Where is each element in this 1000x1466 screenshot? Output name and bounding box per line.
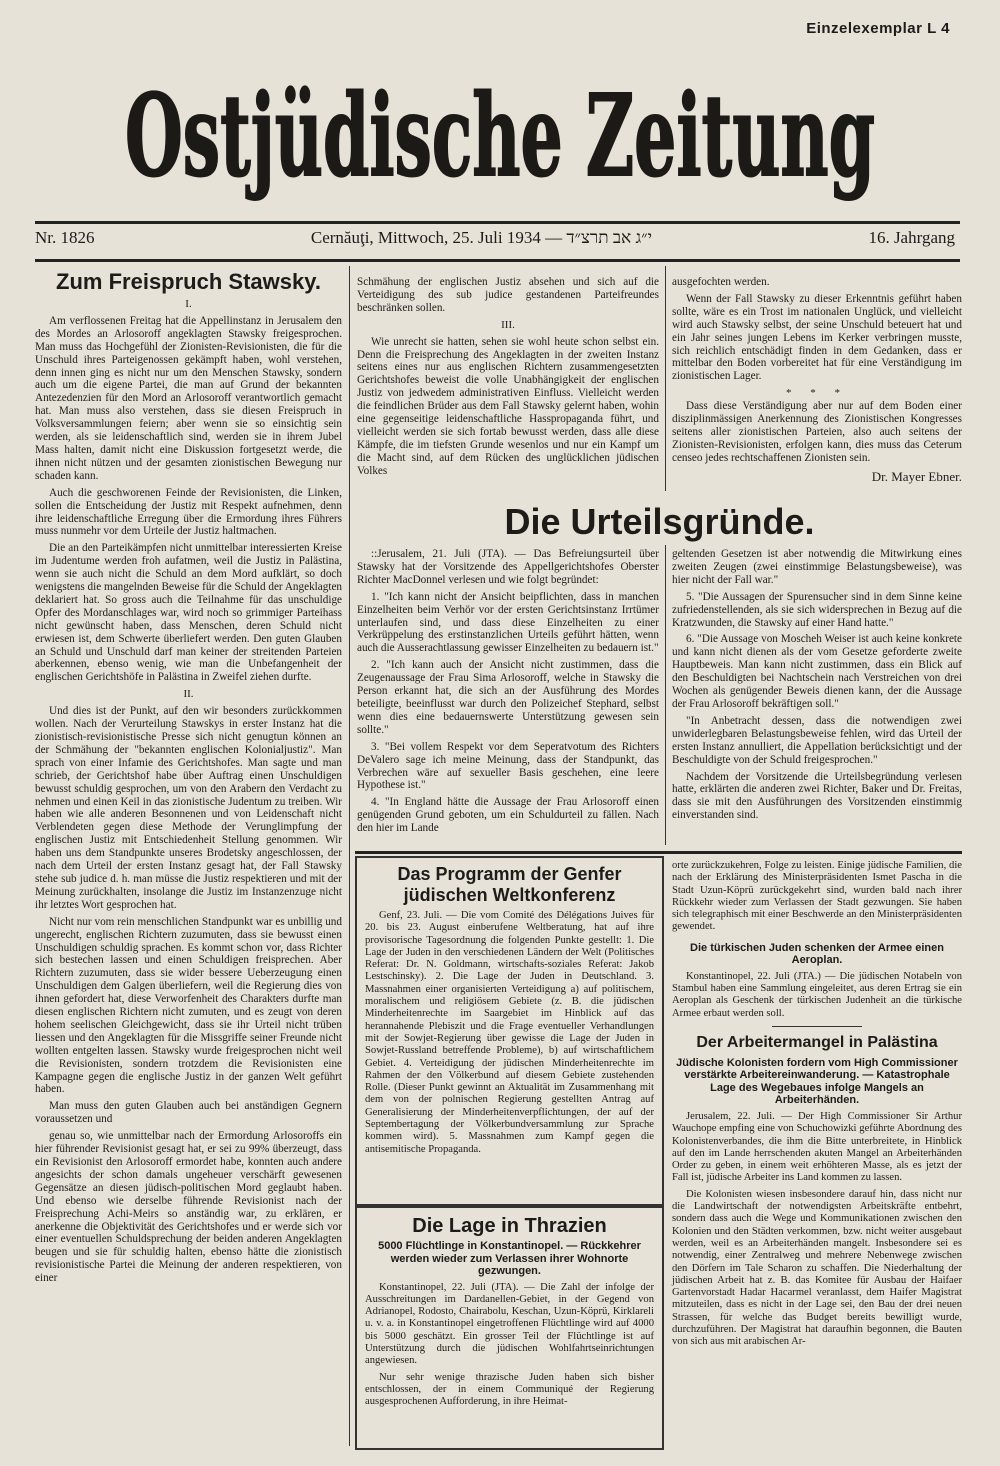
article-arbeit-subtitle: Jüdische Kolonisten fordern vom High Commissioner verstärkte Arbeitereinwanderung. — Katastrophale Lage des Wegebaues infolge Mangels an Arbeiterhänden. <box>676 1056 958 1107</box>
section-number: I. <box>185 298 192 310</box>
paragraph: Nicht nur vom rein menschlichen Standpunkt war es unbillig und ungerecht, englischen Richtern zuzumuten, dass sie bewusst einen Unschuldigen schuldig sprachen. Es kommt schon vor, dass Richter sich bestechen lassen und einen Schuldigen freisprechen. Aber Richtern zuzumuten, dass sie wider bessere Ueberzeugung einen Unschuldigen dem Galgen überliefern, weil die Regierung dies von ihnen gefordert hat, diese Verworfenheit des Charakters durfte man diesen englischen Richtern nicht zumuten, und es zeugt von deren hohem seelischen Gleichgewicht, dass sie ihr Urteil nicht trüben liessen und den Angeklagten für die Missgriffe seiner Freunde nicht wollten entgelten lassen. Stawsky wurde freigesprochen nicht weil die Revisionisten, sondern trotzdem die Revisionisten eine Kampagne gegen die englische Justiz in der ganzen Welt geführt haben. <box>35 915 342 1096</box>
paragraph: Konstantinopel, 22. Juli (JTA.) — Die jüdischen Notabeln von Stambul haben eine Sammlung eingeleitet, aus deren Ertrag sie ein Aeroplan als Geschenk der türkischen Judenheit an die türkische Armee erbaut werden soll. <box>672 970 962 1019</box>
article-thrazien-box <box>355 1206 664 1450</box>
paragraph: ::Jerusalem, 21. Juli (JTA). — Das Befreiungsurteil über Stawsky hat der Vorsitzende des Appellgerichtshofes Oberster Richter MacDonnel verlesen und wie folgt begründet: <box>357 548 659 586</box>
paragraph: 1. "Ich kann nicht der Ansicht beipflichten, dass in manchen Einzelheiten beim Verhör vor der ersten Gerichtsinstanz Irrtümer unterlaufen sind, und dass diese Einzelheiten zu einer Verkrüppelung des erstinstanzlichen Urteils geführt hätten, wenn auch die Ausserachtlassung gewisser Einzelheiten zu bedauern ist." <box>357 590 659 655</box>
issue-date: Cernăuţi, Mittwoch, 25. Juli 1934 — י״ג אב תרצ״ד <box>310 228 653 247</box>
paragraph: Nur sehr wenige thrazische Juden haben sich bisher entschlossen, der in einem Communiqué der Regierung ausgesprochenen Aufforderung, in ihre Heimat- <box>365 1371 654 1408</box>
section-number: III. <box>501 318 515 331</box>
paragraph: 2. "Ich kann auch der Ansicht nicht zustimmen, dass die Zeugenaussage der Frau Sima Arlosoroff, welche in Stawsky die Person erkannt hat, die sich an der Ausführung des Mordes beteiligte, beeinflusst war durch den Polizeichef Stephard, selbst wenn dies eine bedauernswerte Unterstützung gewesen sein sollte." <box>357 659 659 736</box>
paragraph: Nachdem der Vorsitzende die Urteilsbegründung verlesen hatte, erklärten die anderen zwei Richter, Baker und Dr. Freitas, dass sie mit den Ausführungen des Vorsitzenden einstimmig einverstanden sind. <box>672 770 962 822</box>
paragraph: ausgefochten werden. <box>672 276 770 288</box>
section-rule <box>355 851 962 854</box>
issue-year: 16. Jahrgang <box>868 228 955 247</box>
paragraph: 3. "Bei vollem Respekt vor dem Seperatvotum des Richters DeValero sage ich meine Meinung, dass der Standpunkt, das Verbrechen wäre auf sexueller Basis geschehen, eine leere Hypothese ist." <box>357 740 659 792</box>
dateline <box>35 228 955 248</box>
paragraph: 6. "Die Aussage von Moscheh Weiser ist auch keine konkrete und kann nicht dienen als der vom Gesetze geforderte zweite Hauptbeweis. Man kann nicht zustimmen, dass ein Blick auf den Beschuldigten bei Nachtschein nach Verstreichen von drei Wochen als genügender Beweis dienen kann, der die Aussage der Frau Arlosoroff bekräftigen soll." <box>672 633 962 710</box>
paragraph: Die an den Parteikämpfen nicht unmittelbar interessierten Kreise im Judentume werden froh aufatmen, weil die Justiz in Palästina, wenn sie auch nicht die Schuld an dem Mord aufklärt, so doch wenigstens die mangelnden Beweise für die Schuld der Angeklagten deklariert hat. So gross auch die Teilnahme für das unschuldige Opfer des Mordanschlages war, wird noch so grimmiger Parteihass nicht gewünscht haben, dass Menschen, deren Schuld nicht erwiesen ist, dem Schwerte überliefert werden. Den guten Glauben an Schuld und Unschuld darf man keiner der streitenden Parteien aberkennen, ebenso wenig, wie man die Unbefangenheit der englischen Gerichtshöfe in Palästina in Zweifel ziehen durfte. <box>35 542 342 684</box>
paragraph: Am verflossenen Freitag hat die Appellinstanz in Jerusalem den des Mordes an Arlosoroff angeklagten Stawsky freigesprochen. Man muss das Hochgefühl der Zionisten-Revisionisten, die für die Unschuld ihres Parteigenossen gekämpft haben, wohl verstehen, denn innen ging es nicht nur um den Menschen Stawsky, sondern auch um die eigene Partei, die man auf Grund der bekannten Antezedenzien für den Mord an Arlosoroff verantwortlich gemacht hat. Man muss also verstehen, dass sie diesen Freispruch in Volksversammlungen feiern; aber wenn sie so einsichtig sein werden, als sie leidenschaftlich sind, werden sie in ihrem Jubel Mass halten, damit nicht eine Diskussion fortgesetzt werde, die ihnen nicht nützen und der gesamten zionistischen Bewegung nur schaden kann. <box>35 314 342 482</box>
article-genf-title: Das Programm der Genfer jüdischen Weltkonferenz <box>397 864 622 905</box>
article-genf-box <box>355 856 664 1206</box>
column-rule-1 <box>349 266 350 1446</box>
masthead-title: Ostjüdische Zeitung <box>125 71 875 202</box>
paragraph: Jerusalem, 22. Juli. — Der High Commissioner Sir Arthur Wauchope empfing eine von Schuchowizki geführte Abordnung des Kolonistenverbandes, die ihm die Bitte unterbreitete, in Hinblick auf den im Lande herrschenden akuten Mangel an Arbeiterhänden Order zu geben, in einem weit erhöhteren Masse, als es jetzt der Fall ist, jüdische Arbeiter ins Land kommen zu lassen. <box>672 1110 962 1184</box>
paragraph: Wenn der Fall Stawsky zu dieser Erkenntnis geführt haben sollte, wäre es ein Trost im nationalen Unglück, und vielleicht wird auch Stawsky selbst, der seine Unschuld beteuert hat und ein Jahr seines jungen Lebens im Kerker verbringen musste, sich reichlich entschädigt finden in dem Gedanken, dass er mittelbar den Boden vorbereitet hat für eine Verständigung im zionistischen Lager. <box>672 292 962 383</box>
short-rule <box>772 1026 862 1027</box>
column-rule-2 <box>665 266 666 491</box>
paragraph: 5. "Die Aussagen der Spurensucher sind in dem Sinne keine zufriedenstellenden, als sie sich widersprechen in Bezug auf die Kratzwunden, die Stawsky auf einer Hand hatte." <box>672 590 962 629</box>
article-aeroplan-title: Die türkischen Juden schenken der Armee einen Aeroplan. <box>690 941 944 967</box>
article-stawsky-col1 <box>35 268 342 1289</box>
article-arbeit-title: Der Arbeitermangel in Palästina <box>696 1033 938 1051</box>
article-genf-body <box>365 910 654 1156</box>
paragraph: Genf, 23. Juli. — Die vom Comité des Délégations Juives für 20. bis 23. August einberufene Weltberatung, hat auf ihre provisorische Tagesordnung die folgenden Punkte gestellt: 1. Die Lage der Juden in den verschiedenen Ländern der Welt (Politisches Referat: Dr. N. Goldmann, wirtschafts-soziales Referat: Jakob Lestschinsky). 2. Die Lage der Juden in Deutschland. 3. Massnahmen einer organisierten Verteidigung a) auf politischem, moralischem und religiösem Gebiete (z. B. die jüdischen Minderheitenrechte im Saargebiet im Hinblick auf das herannahende Plebiszit und die Frage eventueller Verhandlungen mit der Sowjet-Regierung über gewisse die Lage der Juden in Sowjet-Russland betreffende Probleme), b) auf wirtschaftlichem Gebiet. 4. Verteidigung der jüdischen Minderheitenrechte im Rahmen der den Völkerbund auf diesem Gebiete zustehenden Rolle. (Dieser Punkt gewinnt an Aktualität im Zusammenhang mit dem von der polnischen Regierung gestellten Antrag auf Generalisierung der Minderheitenverpflichtungen, der auf der Septembertagung der Völkerbundversammlung zur Sprache kommen wird). 5. Massnahmen zum Kampf gegen die antisemitische Propaganda. <box>365 910 654 1155</box>
article-thrazien-title: Die Lage in Thrazien <box>412 1215 607 1237</box>
article-stawsky-col3 <box>672 276 962 484</box>
right-column-bottom <box>672 860 962 1353</box>
section-number: II. <box>183 688 194 701</box>
masthead <box>120 45 880 215</box>
article-stawsky-col2 <box>357 276 659 482</box>
price-label: Einzelexemplar L 4 <box>806 20 950 37</box>
header-rule-top <box>35 221 960 224</box>
paragraph: 4. "In England hätte die Aussage der Frau Arlosoroff einen genügenden Grund geboten, um ein Schuldurteil zu fällen. Nach den hier im Lande <box>357 796 659 835</box>
article-urteil-col1 <box>357 548 659 839</box>
article-urteil-title: Die Urteilsgründe. <box>504 501 815 542</box>
paragraph: Wie unrecht sie hatten, sehen sie wohl heute schon selbst ein. Denn die Freisprechung des Angeklagten in der zweiten Instanz seitens eines nur aus englischen Richtern zusammengesetzten Gerichtshofes beweist die volle Unabhängigkeit der englischen Justiz von jedwedem administrativen Einfluss. Vielleicht werden die feindlichen Brüder aus dem Fall Stawsky gelernt haben, wohin eine gegenseitige leidenschaftliche Hasspropaganda führt, und vielleicht werden sie sich fortab bewusst werden, dass alle diese Kämpfe, die im tiefsten Grunde wesenlos und nur ein Kampf um die Macht sind, auf dem Rücken des unglücklichen jüdischen Volkes <box>357 335 659 477</box>
paragraph: Und dies ist der Punkt, auf den wir besonders zurückkommen wollen. Nach der Verurteilung Stawskys in erster Instanz hat die zionistisch-revisionistische Presse sich nicht genugtun können an der Schmähung der "bekannten englischen Kolonialjustiz". Man sprach von einer Infamie des Gerichtshofes. Man sagte und man schrieb, der Gerichtshof habe über Auftrag einen Unschuldigen bewusst schuldig gesprochen, um von den Arabern den Verdacht zu nehmen und einen Keil in das zionistische Judentum zu treiben. Wir haben wie alle anderen Besonnenen und von Leidenschaft nicht Verblendeten gegen diese Methode der Verunglimpfung der englischen Justiz mit Entschiedenheit Stellung genommen. Wir haben uns dem Standpunkte unseres Brodetsky angeschlossen, der nach dem Urteil der ersten Instanz gesagt hat, der Fall Stawsky stehe sub judice d. h. man müsse die Justiz respektieren und mit der Meinung zurückhalten, insolange die Justiz im Instanzenzuge nicht ihr letztes Wort gesprochen hat. <box>35 705 342 911</box>
paragraph: Die Kolonisten wiesen insbesondere darauf hin, dass nicht nur die Landwirtschaft der notwendigsten Arbeitskräfte entbehrt, sondern dass auch die Wege und Kommunikationen zwischen den Kolonien und den Städten verkommen, bzw. nicht weiter ausgebaut werden, weil es an Arbeiterhänden mangelt. Insbesondere sei es notwendig, einer Zentralweg und mehrere Nebenwege zwischen den Dörfern im Tale Scharon zu schaffen. Die Niederhaltung der jüdischen Arbeit hat z. B. das Komitee für Ausbau der Haifaer Gartenvorstadt Hadar Hacarmel veranlasst, dem Haifer Magistrat mitzuteilen, dass es nicht in der Lage sei, den Bau der drei neuen Strassen, für welche das Budget bereits bewilligt wurde, durchzuführen. Der Magistrat hat daraufhin begonnen, die Bauten von sich aus mit arabischen Ar- <box>672 1188 962 1348</box>
paragraph: Man muss den guten Glauben auch bei anständigen Gegnern voraussetzen und <box>35 1100 342 1126</box>
paragraph: Auch die geschworenen Feinde der Revisionisten, die Linken, sollen die Entscheidung der Justiz mit Respekt aufnehmen, denn ihre leidenschaftliche Erregung über die Ermordung ihres Führers muss nunmehr vor dem Urteile der Justiz haltmachen. <box>35 486 342 538</box>
paragraph: genau so, wie unmittelbar nach der Ermordung Arlosoroffs ein hier führender Revisionist gesagt hat, er sei zu 99% überzeugt, dass ein Revisionist den Arlosoroff ermordet habe, konnten auch andere angesichts der schon damals ungeheuer verschärft gewesenen Gegensätze an diesen jüdisch-politischen Mord geglaubt haben. Und ebenso wie derselbe führende Revisionist nach der Freisprechung Achi-Meirs so anständig war, zu erklären, er anerkenne die Objektivität des Gerichtshofes und er werde sich vor einer eventuellen Schuldsprechung der beiden anderen Angeklagten beugen und sie für schuldig halten, ebenso hätte die zionistisch revisionistische Partei die Meinung der anderen respektieren, von einer <box>35 1130 342 1285</box>
article-thrazien-subtitle: 5000 Flüchtlinge in Konstantinopel. — Rückkehrer werden wieder zum Verlassen ihrer Wohnorte gezwungen. <box>378 1240 641 1277</box>
article-urteil-col2 <box>672 548 962 826</box>
paragraph: geltenden Gesetzen ist aber notwendig die Mitwirkung eines zweiten Zeugen (zwei einstimmige Belastungsbeweise), was hier nicht der Fall war." <box>672 548 962 586</box>
paragraph: orte zurückzukehren, Folge zu leisten. Einige jüdische Familien, die nach der Erklärung des Ministerpräsidenten Ismet Pascha in die Stadt Uzun-Köprü zurückgekehrt sind, wurden bald nach ihrer Rückkehr wieder zum Verlassen der Stadt gezwungen. Sie haben sich telegraphisch mit einer Beschwerde an den Ministerpräsidenten gewendet. <box>672 860 962 933</box>
separator-stars: * * * <box>786 387 848 400</box>
issue-number: Nr. 1826 <box>35 228 95 247</box>
article-stawsky-title: Zum Freispruch Stawsky. <box>56 269 321 294</box>
paragraph: Schmähung der englischen Justiz absehen und sich auf die Verteidigung des sub judice gestandenen Parteifreundes beschränken sollen. <box>357 276 659 314</box>
article-thrazien-body <box>365 1282 654 1409</box>
paragraph: Dass diese Verständigung aber nur auf dem Boden einer disziplinmässigen Anerkennung des Zionistischen Kongresses seitens aller zionistischen Parteien, also auch seitens der Zionisten-Revisionisten, erfolgen kann, dies muss das Ceterum censeo jedes rechtschaffenen Zionisten sein. <box>672 400 962 464</box>
column-rule-3 <box>665 545 666 845</box>
author-signature: Dr. Mayer Ebner. <box>871 468 962 484</box>
paragraph: Konstantinopel, 22. Juli (JTA). — Die Zahl der infolge der Ausschreitungen im Dardanellen-Gebiet, in der Gegend von Adrianopel, Rodosto, Chairabolu, Keschan, Uzun-Köprü, Kirklareli u. v. a. in Konstantinopel eingetroffenen Flüchtlinge wird auf 4000 bis 5000 geschätzt. Ein grosser Teil der Flüchtlinge ist auf Unterstützung durch die jüdischen Wohlfahrtseinrichtungen angewiesen. <box>365 1281 654 1367</box>
paragraph: "In Anbetracht dessen, dass die notwendigen zwei unwiderlegbaren Belastungsbeweise fehlen, wird das Urteil der ersten Instanz annulliert, die Appellation berücksichtigt und der Beschuldigte von der Schuld freigesprochen." <box>672 714 962 766</box>
header-rule-bottom <box>35 259 960 262</box>
